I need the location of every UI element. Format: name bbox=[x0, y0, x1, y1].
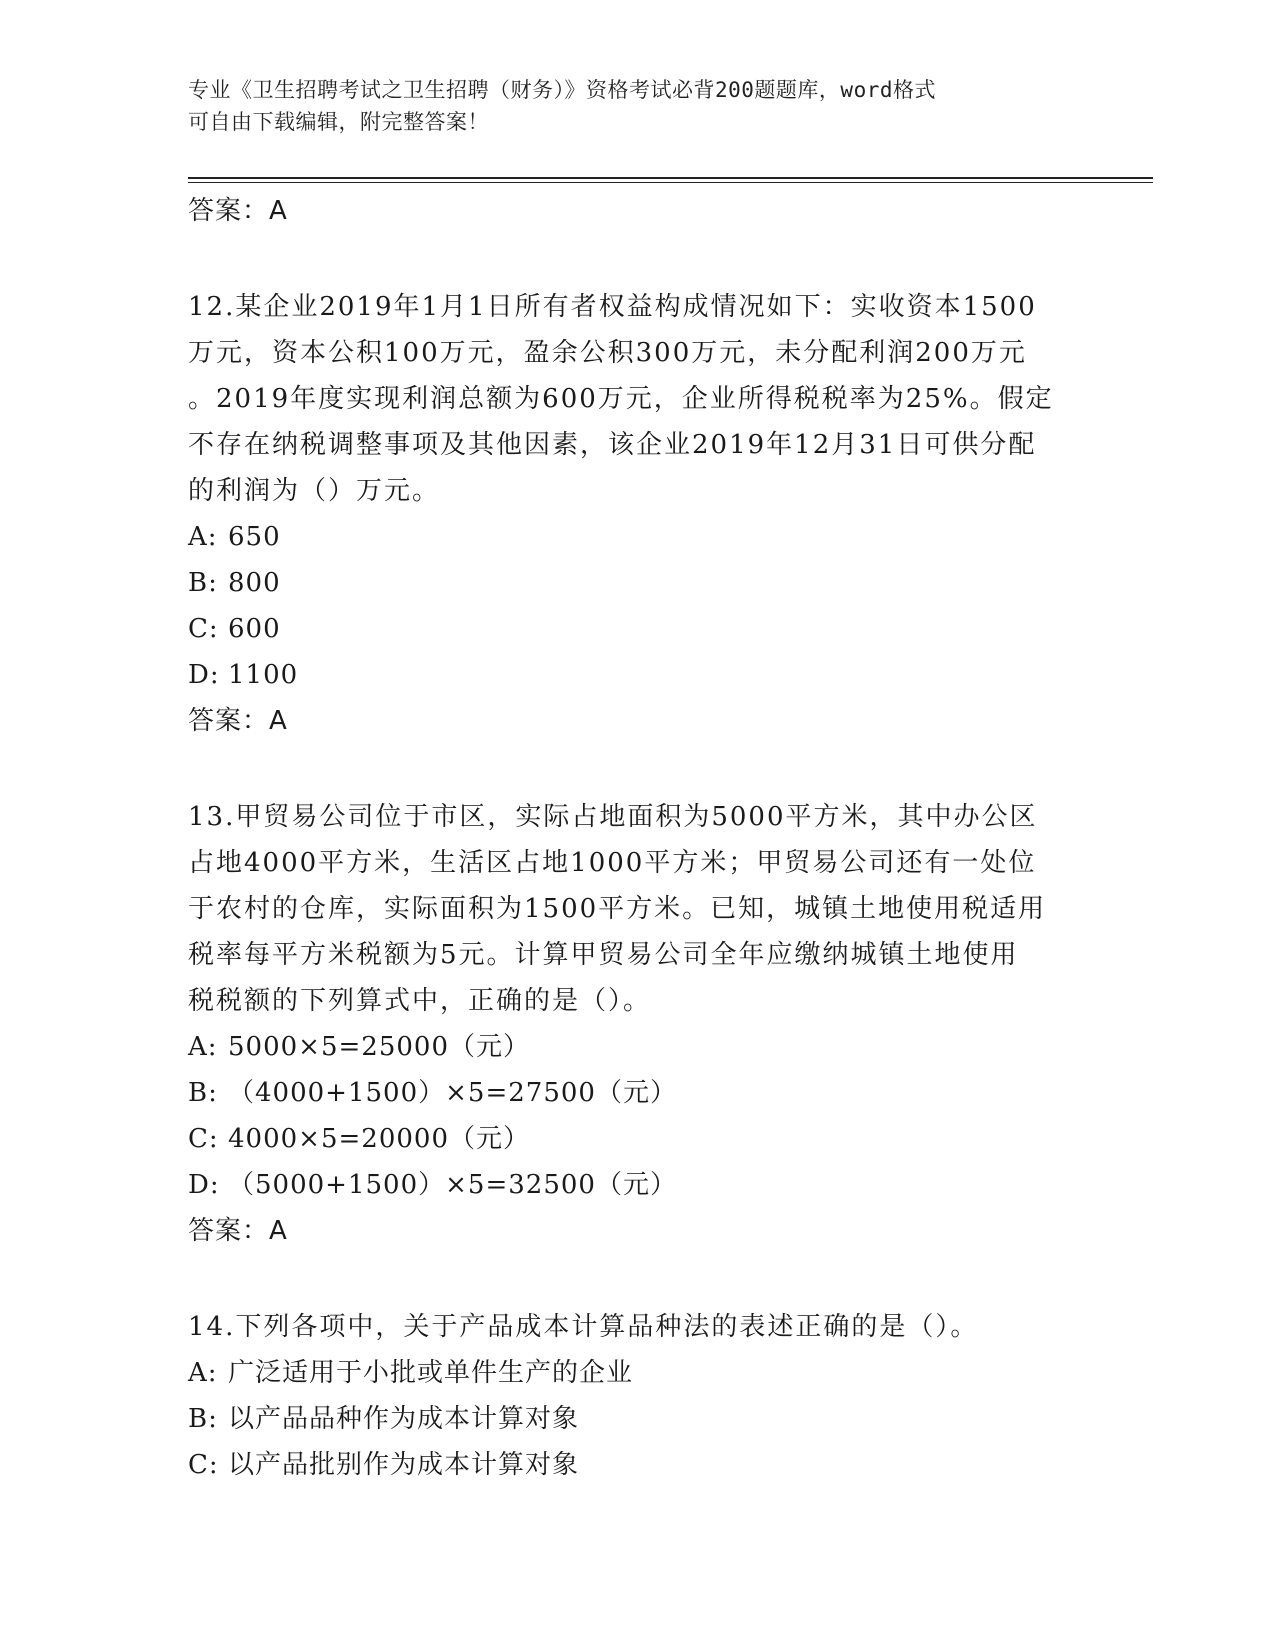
option-text: 5000×5=25000（元） bbox=[228, 1032, 530, 1062]
question-text-line: 13.甲贸易公司位于市区，实际占地面积为5000平方米，其中办公区 bbox=[188, 802, 1038, 832]
question-text-line: 于农村的仓库，实际面积为1500平方米。已知，城镇土地使用税适用 bbox=[188, 894, 1047, 924]
question-block bbox=[188, 1304, 1088, 1488]
header-line-2: 可自由下载编辑，附完整答案！ bbox=[188, 110, 489, 134]
question-text-line: 万元，资本公积100万元，盈余公积300万元，未分配利润200万元 bbox=[188, 338, 1027, 368]
question-text-line: 不存在纳税调整事项及其他因素，该企业2019年12月31日可供分配 bbox=[188, 430, 1037, 460]
question-text-line: 。2019年度实现利润总额为600万元，企业所得税税率为25%。假定 bbox=[188, 384, 1054, 414]
answer-line: 答案：A bbox=[188, 706, 288, 736]
option-c bbox=[188, 606, 1088, 652]
answer-line: 答案：A bbox=[188, 196, 288, 226]
option-text: 4000×5=20000（元） bbox=[228, 1124, 530, 1154]
option-b bbox=[188, 1396, 1088, 1442]
question-text-line: 税率每平方米税额为5元。计算甲贸易公司全年应缴纳城镇土地使用 bbox=[188, 940, 1019, 970]
option-a bbox=[188, 1024, 1088, 1070]
spacer bbox=[188, 234, 1088, 284]
option-label: D: bbox=[188, 660, 220, 690]
spacer bbox=[188, 744, 1088, 794]
option-text: 600 bbox=[228, 614, 281, 644]
spacer bbox=[188, 1254, 1088, 1304]
question-text-line: 的利润为（）万元。 bbox=[188, 476, 441, 506]
option-text: 800 bbox=[228, 568, 281, 598]
option-label: B: bbox=[188, 568, 218, 598]
option-label: C: bbox=[188, 1124, 219, 1154]
option-text: 以产品批别作为成本计算对象 bbox=[228, 1450, 580, 1480]
question-block bbox=[188, 284, 1088, 744]
question-text-line: 14.下列各项中，关于产品成本计算品种法的表述正确的是（）。 bbox=[188, 1312, 979, 1342]
option-a bbox=[188, 514, 1088, 560]
option-label: A: bbox=[188, 1358, 218, 1388]
option-label: C: bbox=[188, 1450, 219, 1480]
option-d bbox=[188, 652, 1088, 698]
option-text: 1100 bbox=[228, 660, 299, 690]
option-label: B: bbox=[188, 1404, 218, 1434]
question-text-line: 12.某企业2019年1月1日所有者权益构成情况如下：实收资本1500 bbox=[188, 292, 1037, 322]
document-body bbox=[188, 188, 1088, 1488]
option-label: A: bbox=[188, 1032, 218, 1062]
option-label: C: bbox=[188, 614, 219, 644]
header-line-1: 专业《卫生招聘考试之卫生招聘（财务）》资格考试必背200题题库，word格式 bbox=[188, 78, 936, 102]
question-text-line: 占地4000平方米，生活区占地1000平方米；甲贸易公司还有一处位 bbox=[188, 848, 1037, 878]
option-c bbox=[188, 1442, 1088, 1488]
option-a bbox=[188, 1350, 1088, 1396]
option-b bbox=[188, 560, 1088, 606]
header-divider bbox=[188, 177, 1153, 179]
header-divider-thin bbox=[188, 182, 1153, 183]
page-header bbox=[188, 74, 1068, 138]
option-d bbox=[188, 1162, 1088, 1208]
option-b bbox=[188, 1070, 1088, 1116]
option-c bbox=[188, 1116, 1088, 1162]
option-text: 以产品品种作为成本计算对象 bbox=[228, 1404, 580, 1434]
option-label: D: bbox=[188, 1170, 220, 1200]
answer-line: 答案：A bbox=[188, 1216, 288, 1246]
option-text: 广泛适用于小批或单件生产的企业 bbox=[228, 1358, 634, 1388]
question-block bbox=[188, 794, 1088, 1254]
question-text-line: 税税额的下列算式中，正确的是（）。 bbox=[188, 986, 652, 1016]
option-label: A: bbox=[188, 522, 218, 552]
option-text: （4000+1500）×5=27500（元） bbox=[228, 1078, 677, 1108]
option-text: 650 bbox=[228, 522, 281, 552]
option-text: （5000+1500）×5=32500（元） bbox=[228, 1170, 677, 1200]
option-label: B: bbox=[188, 1078, 218, 1108]
